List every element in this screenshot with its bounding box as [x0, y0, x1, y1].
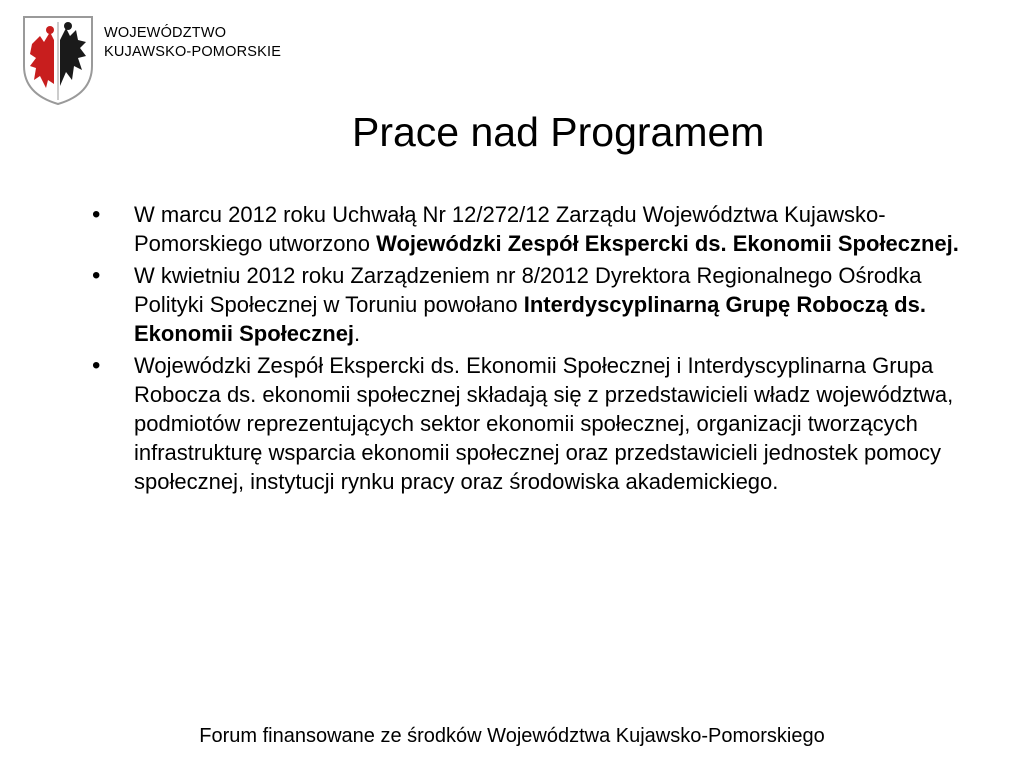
logo-line-2: KUJAWSKO-POMORSKIE — [104, 44, 282, 60]
bullet-bold-text: Interdyscyplinarną Grupę Roboczą ds. Ekonomii Społecznej — [134, 292, 926, 346]
bullet-text: W marcu 2012 roku Uchwałą Nr 12/272/12 Zarządu Województwa Kujawsko-Pomorskiego utworzono — [134, 202, 886, 256]
bullet-list — [86, 200, 986, 496]
bullet-item-2 — [86, 261, 986, 348]
bullet-icon: • — [92, 352, 101, 379]
slide-content — [86, 200, 986, 499]
footer: Forum finansowane ze środków Województwa Kujawsko-Pomorskiego — [199, 725, 825, 747]
bullet-item-3 — [86, 351, 986, 496]
bullet-text: Wojewódzki Zespół Ekspercki ds. Ekonomii Społecznej i Interdyscyplinarna Grupa Robocza ds. ekonomii społecznej składają się z przedstawicieli władz województwa, podmiotów reprezentujących sektor ekonomii społecznej, organizacji tworzących infrastrukturę wsparcia ekonomii społecznej oraz przedstawicieli jednostek pomocy społecznej, instytucji rynku pracy oraz środowiska akademickiego. — [134, 353, 954, 494]
logo-text — [104, 24, 281, 62]
logo-line-1: WOJEWÓDZTWO — [104, 25, 227, 41]
bullet-bold-text: Wojewódzki Zespół Ekspercki ds. Ekonomii Społecznej. — [376, 231, 959, 256]
logo — [18, 14, 298, 106]
bullet-icon: • — [92, 201, 101, 228]
bullet-icon: • — [92, 262, 101, 289]
bullet-text: W kwietniu 2012 roku Zarządzeniem nr 8/2012 Dyrektora Regionalnego Ośrodka Polityki Społecznej w Toruniu powołano — [134, 263, 922, 317]
bullet-item-1 — [86, 200, 986, 258]
coat-of-arms-icon — [20, 14, 96, 106]
bullet-tail: . — [354, 321, 361, 346]
slide-title: Prace nad Programem — [352, 109, 765, 155]
